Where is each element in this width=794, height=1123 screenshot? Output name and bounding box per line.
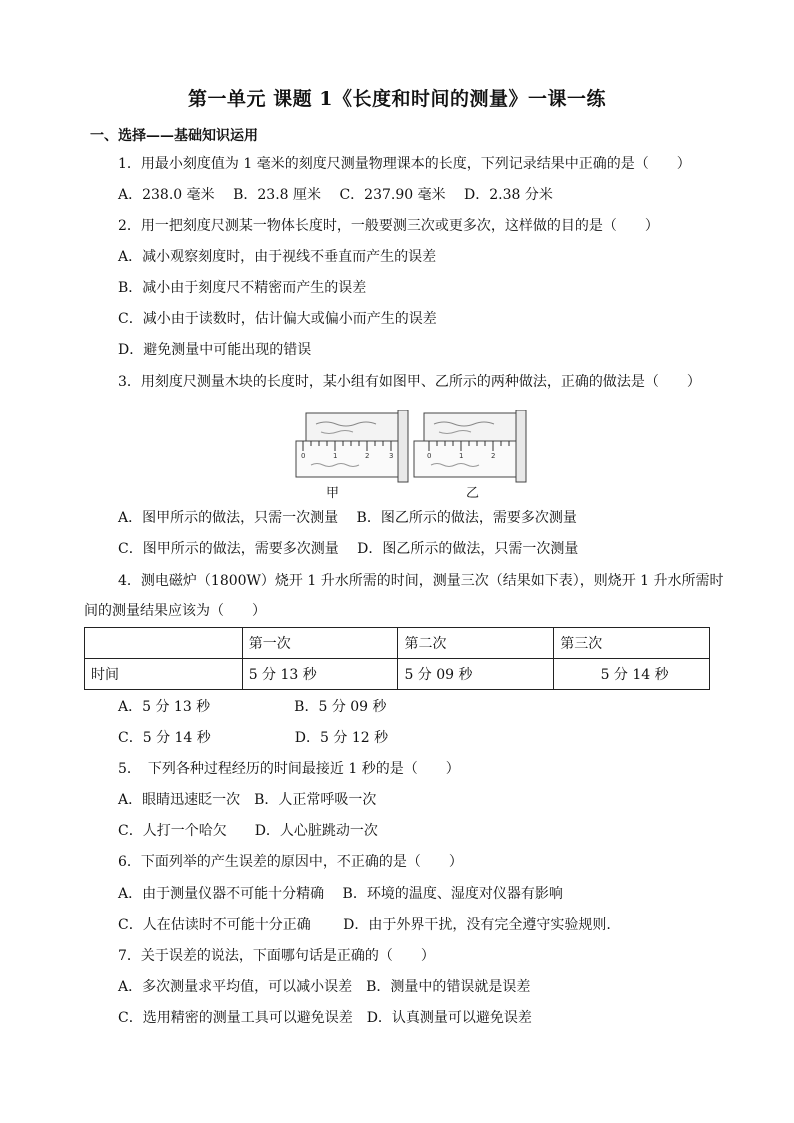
table-cell: 5 分 14 秒 — [554, 659, 710, 690]
question-3-options-ab: A．图甲所示的做法，只需一次测量 B．图乙所示的做法，需要多次测量 — [118, 510, 577, 526]
question-3-stem: 3．用刻度尺测量木块的长度时，某小组有如图甲、乙所示的两种做法，正确的做法是（ ） — [118, 374, 701, 390]
ruler-diagram-jia — [296, 410, 408, 482]
ruler-jia-tick-3: 3 — [389, 452, 394, 460]
question-2-option-c: C．减小由于读数时，估计偏大或偏小而产生的误差 — [118, 311, 437, 327]
question-5-stem: 5． 下列各种过程经历的时间最接近 1 秒的是（ ） — [118, 761, 460, 777]
table-cell: 时间 — [85, 659, 243, 690]
figure-label-jia: 甲 — [326, 486, 340, 501]
ruler-jia-tick-0: 0 — [301, 452, 306, 460]
question-2-option-b: B．减小由于刻度尺不精密而产生的误差 — [118, 280, 367, 296]
ruler-yi-tick-2: 2 — [491, 452, 496, 460]
ruler-yi-tick-0: 0 — [427, 452, 432, 460]
question-6-options-cd: C．人在估读时不可能十分正确 D．由于外界干扰，没有完全遵守实验规则. — [118, 917, 611, 933]
table-header-cell: 第一次 — [242, 628, 398, 659]
question-4-stem-line2: 间的测量结果应该为（ ） — [84, 603, 266, 619]
question-7-options-ab: A．多次测量求平均值，可以减小误差 B．测量中的错误就是误差 — [118, 979, 531, 995]
question-2-stem: 2．用一把刻度尺测某一物体长度时，一般要测三次或更多次，这样做的目的是（ ） — [118, 218, 659, 234]
question-7-options-cd: C．选用精密的测量工具可以避免误差 D．认真测量可以避免误差 — [118, 1010, 532, 1026]
question-1-options: A．238.0 毫米 B．23.8 厘米 C．237.90 毫米 D．2.38 分米 — [118, 187, 553, 203]
table-row — [85, 659, 710, 690]
ruler-jia-tick-1: 1 — [333, 452, 338, 460]
question-3-options-cd: C．图甲所示的做法，需要多次测量 D．图乙所示的做法，只需一次测量 — [118, 541, 579, 557]
table-cell: 5 分 09 秒 — [398, 659, 554, 690]
question-6-options-ab: A．由于测量仪器不可能十分精确 B．环境的温度、湿度对仪器有影响 — [118, 886, 563, 902]
ruler-diagram-yi — [414, 410, 526, 482]
question-4-options-ab: A．5 分 13 秒 B．5 分 09 秒 — [118, 699, 387, 715]
page-title: 第一单元 课题 1《长度和时间的测量》一课一练 — [188, 88, 606, 110]
question-2-option-a: A．减小观察刻度时，由于视线不垂直而产生的误差 — [118, 249, 437, 265]
table-header-cell: 第三次 — [554, 628, 710, 659]
question-4-stem-line1: 4．测电磁炉（1800W）烧开 1 升水所需的时间，测量三次（结果如下表），则烧开 1 升水所需时 — [118, 573, 724, 589]
timing-table — [84, 627, 710, 690]
ruler-yi-tick-1: 1 — [459, 452, 464, 460]
question-7-stem: 7．关于误差的说法，下面哪句话是正确的（ ） — [118, 948, 435, 964]
ruler-jia-tick-2: 2 — [365, 452, 370, 460]
table-header-cell — [85, 628, 243, 659]
question-6-stem: 6．下面列举的产生误差的原因中，不正确的是（ ） — [118, 854, 463, 870]
table-cell: 5 分 13 秒 — [242, 659, 398, 690]
question-2-option-d: D．避免测量中可能出现的错误 — [118, 342, 312, 358]
question-5-options-cd: C．人打一个哈欠 D．人心脏跳动一次 — [118, 823, 378, 839]
question-5-options-ab: A．眼睛迅速眨一次 B．人正常呼吸一次 — [118, 792, 377, 808]
section-heading: 一、选择——基础知识运用 — [90, 128, 258, 144]
figure-label-yi: 乙 — [466, 486, 480, 501]
question-4-options-cd: C．5 分 14 秒 D．5 分 12 秒 — [118, 730, 389, 746]
ruler-figure — [291, 410, 531, 500]
table-header-cell: 第二次 — [398, 628, 554, 659]
table-header-row — [85, 628, 710, 659]
question-1-stem: 1．用最小刻度值为 1 毫米的刻度尺测量物理课本的长度，下列记录结果中正确的是（ ） — [118, 156, 691, 172]
